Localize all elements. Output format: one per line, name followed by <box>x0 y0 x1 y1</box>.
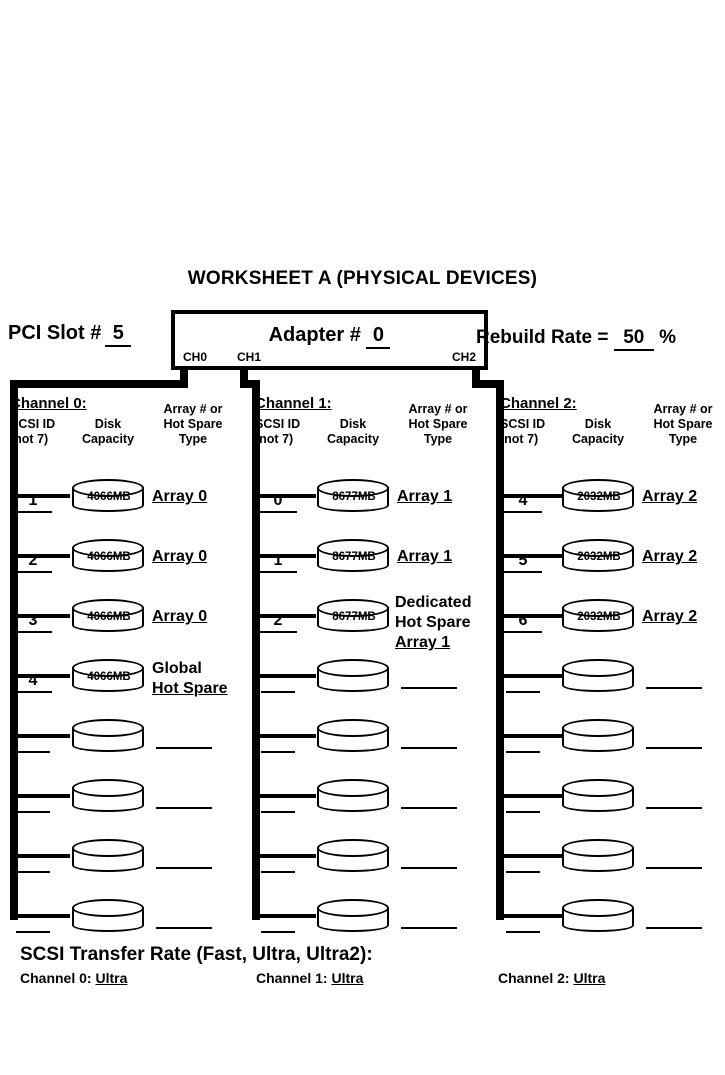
array-type-blank[interactable] <box>401 867 457 869</box>
dedicated-spare-line3: Array 1 <box>395 634 451 651</box>
channel-0-title: Channel 0: <box>10 395 87 412</box>
header-scsi-id-line2: (not 7) <box>500 432 539 446</box>
header-capacity-line1: Disk <box>584 417 612 431</box>
disk-icon <box>72 479 146 519</box>
dedicated-spare-line2: Hot Spare <box>395 614 471 631</box>
drive-row <box>500 829 725 889</box>
header-array-line1: Array # or <box>408 402 468 416</box>
scsi-id-blank[interactable] <box>261 751 295 753</box>
drive-row <box>10 469 235 529</box>
disk-icon <box>562 719 636 759</box>
disk-capacity-value[interactable]: 8677MB <box>332 611 376 623</box>
header-scsi-id <box>255 417 315 447</box>
global-spare-line1: Global <box>152 660 202 677</box>
header-capacity <box>72 417 144 447</box>
scsi-id-blank[interactable] <box>506 871 540 873</box>
drive-row <box>255 829 480 889</box>
array-type-value[interactable]: Array 2 <box>642 488 698 505</box>
disk-icon <box>72 839 146 879</box>
drive-row <box>10 529 235 589</box>
page-title: WORKSHEET A (PHYSICAL DEVICES) <box>187 268 538 289</box>
transfer-rate-channel-2 <box>498 970 605 986</box>
rebuild-rate-field <box>476 327 676 351</box>
array-type-blank[interactable] <box>156 807 212 809</box>
disk-capacity-value[interactable]: 4066MB <box>87 671 131 683</box>
array-type-value[interactable]: Array 2 <box>642 608 698 625</box>
disk-icon <box>562 599 636 639</box>
channel-2-title: Channel 2: <box>500 395 577 412</box>
header-array-type <box>150 402 236 447</box>
drive-row <box>500 469 725 529</box>
disk-icon <box>562 479 636 519</box>
scsi-id-value[interactable]: 5 <box>504 551 542 573</box>
disk-icon <box>72 539 146 579</box>
channel-1-rows <box>255 469 480 949</box>
channel-tag-ch2: CH2 <box>451 350 476 364</box>
drive-row <box>10 769 235 829</box>
transfer-rate-label-0: Channel 0: <box>20 970 92 986</box>
disk-icon <box>317 539 391 579</box>
drive-row <box>10 589 235 649</box>
drive-row <box>255 529 480 589</box>
drive-row <box>500 709 725 769</box>
drive-row <box>255 589 480 649</box>
pci-slot-label: PCI Slot # <box>8 322 102 344</box>
disk-icon <box>317 899 391 939</box>
scsi-id-value[interactable]: 4 <box>504 491 542 513</box>
scsi-id-value[interactable]: 4 <box>14 671 52 693</box>
disk-capacity-value[interactable]: 2032MB <box>577 551 621 563</box>
drive-row <box>255 709 480 769</box>
adapter-number-value[interactable]: 0 <box>366 324 390 349</box>
array-type-value[interactable] <box>395 593 491 653</box>
scsi-id-value[interactable]: 2 <box>14 551 52 573</box>
scsi-id-value[interactable]: 1 <box>14 491 52 513</box>
scsi-id-blank[interactable] <box>261 691 295 693</box>
disk-icon <box>317 719 391 759</box>
header-scsi-id <box>500 417 560 447</box>
disk-capacity-value[interactable]: 2032MB <box>577 491 621 503</box>
scsi-id-value[interactable]: 2 <box>259 611 297 633</box>
scsi-id-blank[interactable] <box>261 871 295 873</box>
disk-capacity-value[interactable]: 4066MB <box>87 551 131 563</box>
drive-row <box>255 889 480 949</box>
disk-icon <box>317 659 391 699</box>
array-type-blank[interactable] <box>401 807 457 809</box>
header-capacity <box>317 417 389 447</box>
array-type-value[interactable]: Array 0 <box>152 608 208 625</box>
array-type-blank[interactable] <box>401 927 457 929</box>
header-scsi-id-line1: SCSI ID <box>255 417 301 431</box>
header-capacity-line2: Capacity <box>326 432 380 446</box>
disk-icon <box>72 599 146 639</box>
pci-slot-value[interactable]: 5 <box>105 322 131 347</box>
header-scsi-id <box>10 417 70 447</box>
scsi-id-value[interactable]: 6 <box>504 611 542 633</box>
disk-icon <box>317 779 391 819</box>
scsi-id-blank[interactable] <box>16 931 50 933</box>
disk-icon <box>317 599 391 639</box>
array-type-value[interactable]: Array 1 <box>397 488 453 505</box>
array-type-value[interactable] <box>152 659 244 699</box>
channel-panel-0 <box>10 395 235 949</box>
array-type-value[interactable]: Array 1 <box>397 548 453 565</box>
scsi-id-value[interactable]: 3 <box>14 611 52 633</box>
header-array-type <box>395 402 481 447</box>
scsi-id-blank[interactable] <box>506 691 540 693</box>
bus-line-ch0-horizontal <box>10 380 188 388</box>
header-capacity-line2: Capacity <box>571 432 625 446</box>
array-type-blank[interactable] <box>646 867 702 869</box>
disk-icon <box>72 659 146 699</box>
scsi-id-blank[interactable] <box>16 751 50 753</box>
transfer-rate-value-1[interactable]: Ultra <box>331 970 364 986</box>
header-array-line1: Array # or <box>653 402 713 416</box>
header-array-line2: Hot Spare <box>653 417 713 431</box>
disk-icon <box>72 779 146 819</box>
disk-icon <box>317 479 391 519</box>
transfer-rate-channel-1 <box>256 970 363 986</box>
header-array-line2: Hot Spare <box>163 417 223 431</box>
transfer-rate-value-0[interactable]: Ultra <box>95 970 128 986</box>
array-type-blank[interactable] <box>646 687 702 689</box>
transfer-rate-value-2[interactable]: Ultra <box>573 970 606 986</box>
channel-0-rows <box>10 469 235 949</box>
header-capacity-line1: Disk <box>94 417 122 431</box>
adapter-box <box>171 310 488 370</box>
drive-row <box>255 649 480 709</box>
adapter-label: Adapter # <box>268 324 361 346</box>
drive-row <box>10 649 235 709</box>
array-type-blank[interactable] <box>156 747 212 749</box>
pci-slot-field <box>8 322 131 347</box>
array-type-blank[interactable] <box>646 747 702 749</box>
array-type-value[interactable]: Array 0 <box>152 548 208 565</box>
disk-capacity-value[interactable]: 2032MB <box>577 611 621 623</box>
drive-row <box>500 889 725 949</box>
drive-row <box>500 649 725 709</box>
scsi-id-blank[interactable] <box>16 871 50 873</box>
disk-icon <box>562 659 636 699</box>
rebuild-rate-percent: % <box>659 327 676 348</box>
array-type-value[interactable]: Array 0 <box>152 488 208 505</box>
drive-row <box>10 889 235 949</box>
header-array-line3: Type <box>178 432 208 446</box>
drive-row <box>10 829 235 889</box>
header-array-line3: Type <box>423 432 453 446</box>
drive-row <box>255 769 480 829</box>
array-type-value[interactable]: Array 2 <box>642 548 698 565</box>
disk-icon <box>72 899 146 939</box>
drive-row <box>500 529 725 589</box>
channel-2-rows <box>500 469 725 949</box>
array-type-blank[interactable] <box>401 687 457 689</box>
header-capacity-line2: Capacity <box>81 432 135 446</box>
header-scsi-id-line1: SCSI ID <box>10 417 56 431</box>
disk-icon <box>562 779 636 819</box>
channel-panel-2 <box>500 395 725 949</box>
header-scsi-id-line2: (not 7) <box>10 432 49 446</box>
header-array-line2: Hot Spare <box>408 417 468 431</box>
disk-icon <box>562 539 636 579</box>
dedicated-spare-line1: Dedicated <box>395 594 472 611</box>
header-array-line1: Array # or <box>163 402 223 416</box>
disk-icon <box>317 839 391 879</box>
disk-capacity-value[interactable]: 4066MB <box>87 491 131 503</box>
disk-capacity-value[interactable]: 8677MB <box>332 491 376 503</box>
scsi-id-value[interactable]: 0 <box>259 491 297 513</box>
scsi-id-blank[interactable] <box>506 931 540 933</box>
header-array-line3: Type <box>668 432 698 446</box>
rebuild-rate-value[interactable]: 50 <box>614 327 654 351</box>
drive-row <box>255 469 480 529</box>
scsi-id-value[interactable]: 1 <box>259 551 297 573</box>
scsi-id-blank[interactable] <box>261 931 295 933</box>
drive-row <box>500 769 725 829</box>
channel-panel-1 <box>255 395 480 949</box>
header-scsi-id-line1: SCSI ID <box>500 417 546 431</box>
scsi-id-blank[interactable] <box>506 811 540 813</box>
drive-row <box>10 709 235 769</box>
scsi-id-blank[interactable] <box>16 811 50 813</box>
disk-capacity-value[interactable]: 4066MB <box>87 611 131 623</box>
transfer-rate-channel-0 <box>20 970 127 986</box>
header-capacity <box>562 417 634 447</box>
array-type-blank[interactable] <box>646 927 702 929</box>
header-capacity-line1: Disk <box>339 417 367 431</box>
array-type-blank[interactable] <box>401 747 457 749</box>
header-scsi-id-line2: (not 7) <box>255 432 294 446</box>
adapter-label-group <box>175 324 484 349</box>
global-spare-line2: Hot Spare <box>152 680 228 697</box>
disk-capacity-value[interactable]: 8677MB <box>332 551 376 563</box>
scsi-id-blank[interactable] <box>261 811 295 813</box>
channel-tag-ch0: CH0 <box>183 350 208 364</box>
transfer-rate-label-2: Channel 2: <box>498 970 570 986</box>
array-type-blank[interactable] <box>156 867 212 869</box>
header-array-type <box>640 402 725 447</box>
array-type-blank[interactable] <box>646 807 702 809</box>
drive-row <box>500 589 725 649</box>
disk-icon <box>562 899 636 939</box>
channel-1-title: Channel 1: <box>255 395 332 412</box>
disk-icon <box>72 719 146 759</box>
transfer-rate-label-1: Channel 1: <box>256 970 328 986</box>
scsi-id-blank[interactable] <box>506 751 540 753</box>
transfer-rate-title: SCSI Transfer Rate (Fast, Ultra, Ultra2): <box>20 944 373 965</box>
disk-icon <box>562 839 636 879</box>
rebuild-rate-label: Rebuild Rate = <box>476 327 609 348</box>
channel-tag-ch1: CH1 <box>237 350 262 364</box>
array-type-blank[interactable] <box>156 927 212 929</box>
